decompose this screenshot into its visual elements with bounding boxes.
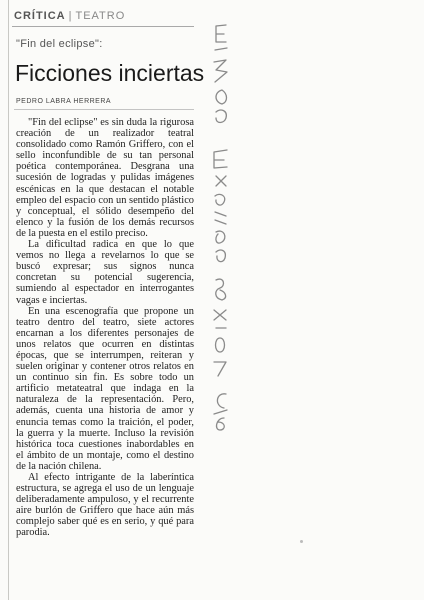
body-paragraph: Al efecto intrigante de la laberíntica estructura, se agrega el uso de un lenguaje deliberadamente ampuloso, y el recurrente aire burlón de Griffero que hace aún más complejo saber qué es en serio, y qué para parodia. xyxy=(16,472,194,539)
section-header xyxy=(14,10,194,24)
article-headline: Ficciones inciertas xyxy=(15,60,205,86)
scan-speck xyxy=(300,540,303,543)
section-category: TEATRO xyxy=(75,10,126,22)
section-separator: | xyxy=(68,10,73,22)
header-rule xyxy=(12,26,194,27)
handwritten-source-note xyxy=(206,12,234,432)
body-paragraph: "Fin del eclipse" es sin duda la rigurosa creación de un realizador teatral consolidado como Ramón Griffero, con el sello inconfundible de su tan personal poética contemporánea. Desgrana una sucesión de logradas y pulidas imágenes escénicas en la que destacan el notable empleo del espacio con un sentido plástico y conceptual, el sólido desempeño del elenco y la fusión de los demás recursos de la puesta en el estilo preciso. xyxy=(16,117,194,239)
article-body xyxy=(16,117,194,539)
body-paragraph: En una escenografía que propone un teatro dentro del teatro, siete actores encarnan a los diferentes personajes de unos relatos que ocurren en distintas épocas, que se interrumpen, reiteran y suelen originar y contener otros relatos en un continuo sin fin. Es sobre todo un artificio metateatral que indaga en la naturaleza de la representación. Pero, además, cuenta una historia de amor y enuncia temas como la traición, el poder, la guerra y la muerte. Incluso la revisión histórica toca cuestiones inabordables en el ámbito de un montaje, como el destino de la nación chilena. xyxy=(16,305,194,472)
body-paragraph: La dificultad radica en que lo que vemos no llega a revelarnos lo que se buscó expresar; sus signos nunca concretan su potencial sugerencia, sumiendo al espectador en interrogantes vagas e inciertas. xyxy=(16,239,194,306)
section-name: CRÍTICA xyxy=(14,10,66,22)
article-byline: PEDRO LABRA HERRERA xyxy=(16,98,112,105)
handwritten-annotation xyxy=(206,12,234,432)
clipping-edge xyxy=(8,0,9,600)
byline-rule xyxy=(14,109,194,110)
article-kicker: "Fin del eclipse": xyxy=(16,38,103,50)
